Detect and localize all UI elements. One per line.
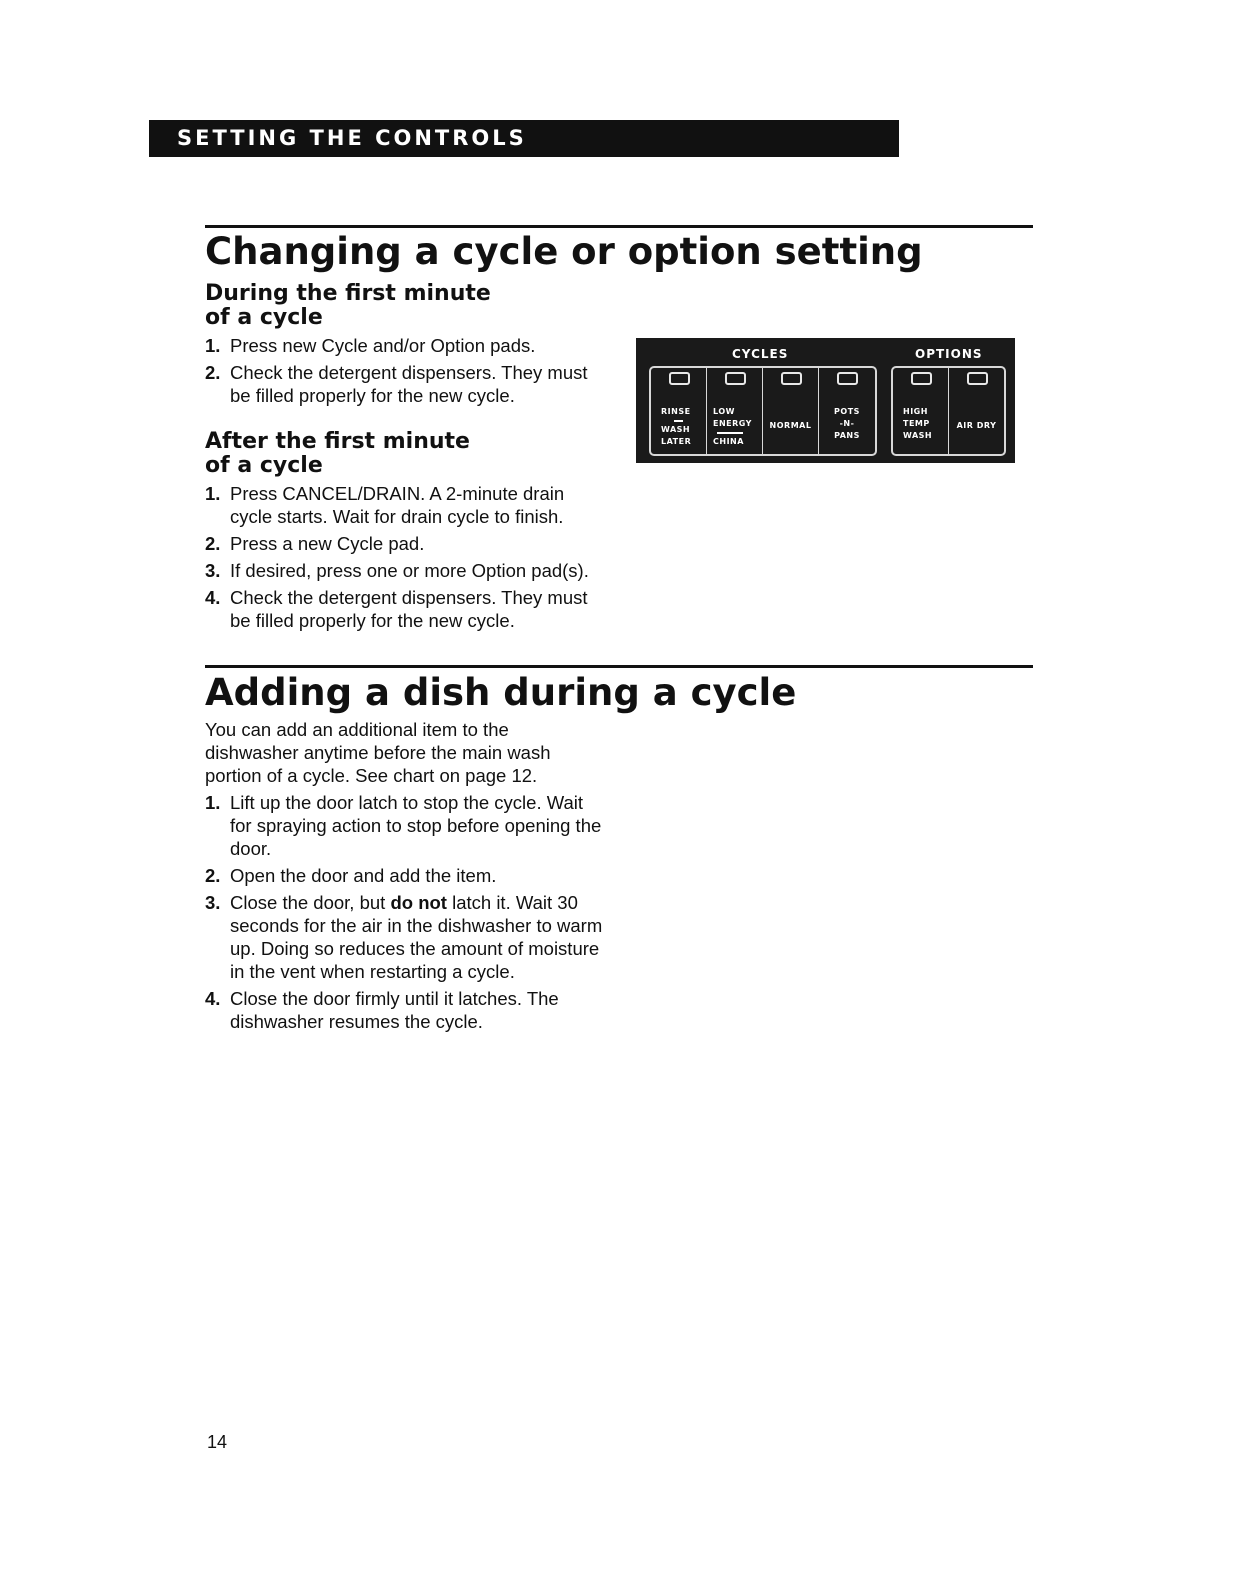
pots-n-pans-pad xyxy=(819,368,875,454)
step-text: Check the detergent dispensers. They must be filled properly for the new cycle. xyxy=(230,362,588,406)
step-number: 1. xyxy=(205,483,221,504)
section-rule-top xyxy=(205,225,1033,228)
section-title-adding-dish: Adding a dish during a cycle xyxy=(205,671,797,714)
section-rule-middle xyxy=(205,665,1033,668)
step-text: Lift up the door latch to stop the cycle. Wait for spraying action to stop before opening the door. xyxy=(230,792,602,859)
options-pad-group xyxy=(891,366,1006,456)
subheading-first-minute-line1: During the first minute xyxy=(205,281,491,306)
section-header-title: SETTING THE CONTROLS xyxy=(177,126,527,150)
control-panel-illustration xyxy=(636,338,1015,463)
step-text: Open the door and add the item. xyxy=(230,865,497,886)
pad-label-line: WASH xyxy=(903,431,933,440)
list-item xyxy=(205,334,605,357)
list-item xyxy=(205,864,605,887)
pots-n-pans-label xyxy=(819,406,875,442)
steps-first-minute xyxy=(205,334,605,411)
adding-dish-intro: You can add an additional item to the dishwasher anytime before the main wash portion of a cycle. See chart on page 12. xyxy=(205,719,551,786)
page-number: 14 xyxy=(207,1432,228,1452)
air-dry-label: AIR DRY xyxy=(956,421,997,430)
pad-label-line: LOW xyxy=(713,407,735,416)
pad-label-line: PANS xyxy=(834,431,860,440)
pad-label-line: -N- xyxy=(839,419,855,428)
step-number: 2. xyxy=(205,533,221,554)
pad-label-line: HIGH xyxy=(903,407,928,416)
subheading-after-line1: After the first minute xyxy=(205,429,470,454)
pad-label-line: POTS xyxy=(834,407,860,416)
step-number: 3. xyxy=(205,560,221,581)
air-dry-pad xyxy=(949,368,1004,454)
step-text xyxy=(230,892,602,982)
indicator-light xyxy=(911,372,932,385)
cycles-label: CYCLES xyxy=(732,347,789,361)
subheading-first-minute-line2: of a cycle xyxy=(205,305,323,330)
subheading-after-line2: of a cycle xyxy=(205,453,323,478)
list-item xyxy=(205,361,605,407)
indicator-light xyxy=(669,372,690,385)
pad-label-separator xyxy=(674,420,683,422)
high-temp-wash-pad xyxy=(893,368,949,454)
step-number: 4. xyxy=(205,587,221,608)
indicator-light xyxy=(781,372,802,385)
step-text: Press CANCEL/DRAIN. A 2-minute drain cycle starts. Wait for drain cycle to finish. xyxy=(230,483,565,527)
indicator-light xyxy=(837,372,858,385)
list-item xyxy=(205,532,605,555)
step-text: Check the detergent dispensers. They must be filled properly for the new cycle. xyxy=(230,587,588,631)
section-header-bar xyxy=(149,120,899,157)
step-number: 2. xyxy=(205,865,221,886)
normal-pad xyxy=(763,368,819,454)
list-item xyxy=(205,559,605,582)
step-number: 4. xyxy=(205,988,221,1009)
pad-label-separator xyxy=(717,432,743,434)
list-item xyxy=(205,791,605,860)
indicator-light xyxy=(725,372,746,385)
step-text: Press a new Cycle pad. xyxy=(230,533,425,554)
step-text-post: latch it. Wait 30 seconds for the air in the dishwasher to warm up. Doing so reduces the amount of moisture in the vent when restarting a cycle. xyxy=(230,892,603,982)
step-number: 1. xyxy=(205,792,221,813)
low-energy-china-pad xyxy=(707,368,763,454)
list-item xyxy=(205,482,605,528)
steps-adding-dish xyxy=(205,791,605,1037)
list-item xyxy=(205,586,605,632)
subheading-after-first-minute xyxy=(205,430,470,478)
pad-label-line: ENERGY xyxy=(713,419,752,428)
subheading-first-minute xyxy=(205,282,491,330)
step-number: 2. xyxy=(205,362,221,383)
step-text: Close the door firmly until it latches. The dishwasher resumes the cycle. xyxy=(230,988,559,1032)
cycles-pad-group xyxy=(649,366,877,456)
rinse-wash-later-label xyxy=(651,406,706,448)
steps-after-first-minute xyxy=(205,482,605,636)
list-item xyxy=(205,891,605,983)
low-energy-china-label xyxy=(707,406,762,448)
step-text: If desired, press one or more Option pad(s). xyxy=(230,560,589,581)
step-text-emphasis: do not xyxy=(390,892,447,913)
step-number: 3. xyxy=(205,892,221,913)
pad-label-line: WASH xyxy=(661,425,691,434)
step-text-pre: Close the door, but xyxy=(230,892,391,913)
high-temp-wash-label xyxy=(893,406,948,442)
pad-label-line: RINSE xyxy=(661,407,691,416)
rinse-wash-later-pad xyxy=(651,368,707,454)
step-number: 1. xyxy=(205,335,221,356)
section-title-changing: Changing a cycle or option setting xyxy=(205,230,923,273)
step-text: Press new Cycle and/or Option pads. xyxy=(230,335,536,356)
pad-label-line: CHINA xyxy=(713,437,744,446)
list-item xyxy=(205,987,605,1033)
indicator-light xyxy=(967,372,988,385)
normal-label: NORMAL xyxy=(769,421,812,430)
pad-label-line: LATER xyxy=(661,437,692,446)
pad-label-line: TEMP xyxy=(903,419,930,428)
options-label: OPTIONS xyxy=(915,347,983,361)
